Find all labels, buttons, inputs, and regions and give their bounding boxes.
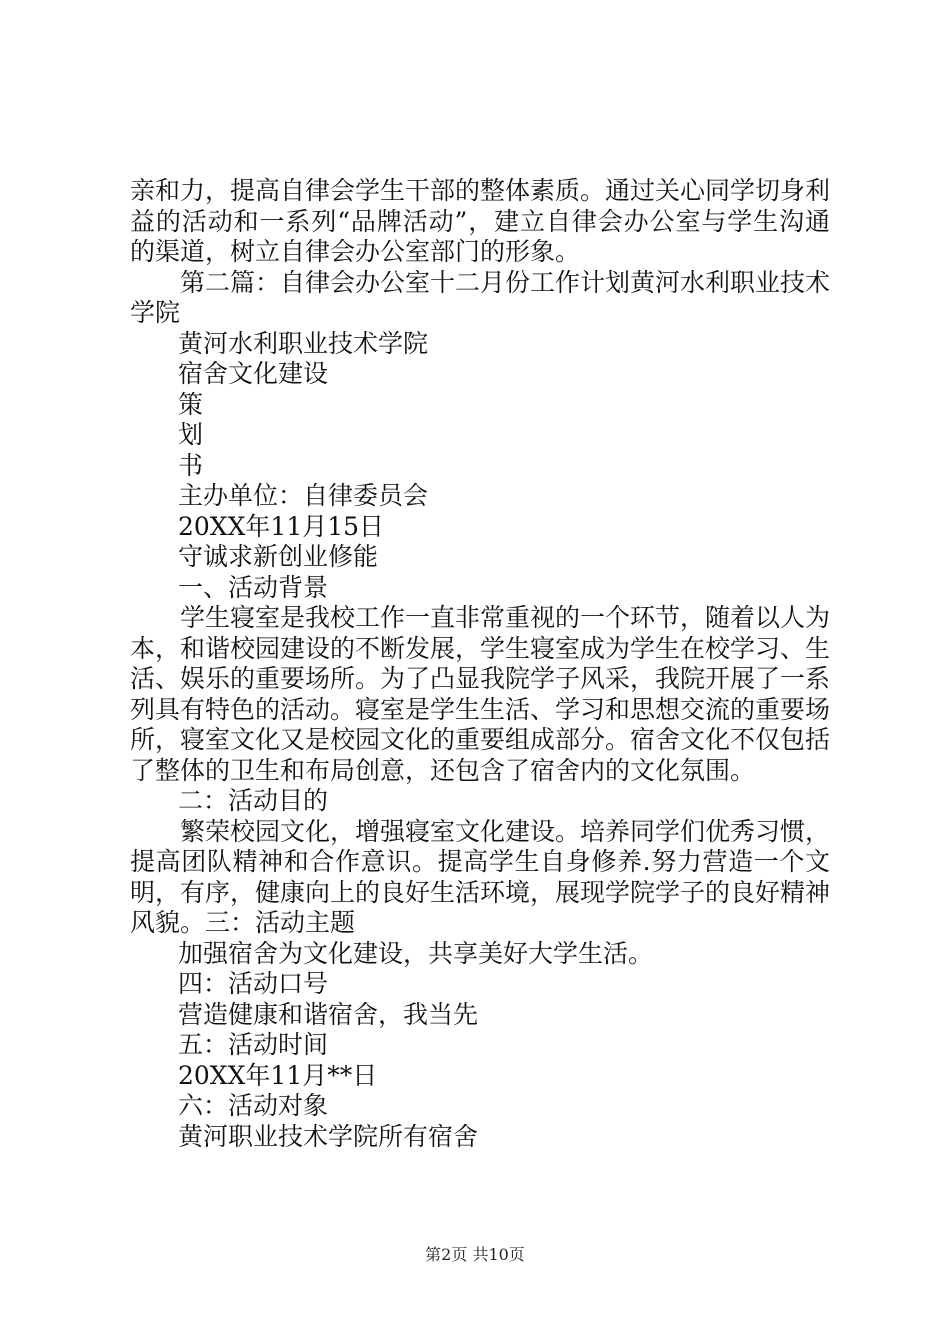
- background-heading: 一、活动背景: [178, 572, 329, 602]
- page-number-footer: 第2页 共10页: [425, 1245, 525, 1264]
- plan-char-1: 策: [178, 389, 204, 419]
- time-line: 20XX年11月**日: [178, 1060, 378, 1090]
- college-name: 黄河水利职业技术学院: [178, 328, 429, 358]
- plan-char-3: 书: [178, 450, 204, 480]
- background-paragraph: 学生寝室是我校工作一直非常重视的一个环节，随着以人为本，和谐校园建设的不断发展，学生寝室成为学生在校学习、生活、娱乐的重要场所。为了凸显我院学子风采，我院开展了一系列具有特色的活动。寝室是学生生活、学习和思想交流的重要场所，寝室文化又是校园文化的重要组成部分。宿舍文化不仅包括了整体的卫生和布局创意，还包含了宿舍内的文化氛围。: [130, 603, 831, 785]
- slogan-line: 营造健康和谐宿舍，我当先: [178, 999, 479, 1029]
- motto-line: 守诚求新创业修能: [178, 542, 379, 571]
- organizer-line: 主办单位：自律委员会: [178, 481, 429, 510]
- slogan-heading: 四：活动口号: [178, 969, 329, 998]
- plan-subject: 宿舍文化建设: [178, 359, 329, 388]
- target-heading: 六：活动对象: [178, 1091, 329, 1120]
- theme-line: 加强宿舍为文化建设，共享美好大学生活。: [178, 938, 654, 968]
- section-two-title: 第二篇：自律会办公室十二月份工作计划黄河水利职业技术学院: [130, 267, 831, 327]
- date-line: 20XX年11月15日: [178, 511, 385, 541]
- intro-paragraph: 亲和力，提高自律会学生干部的整体素质。通过关心同学切身利益的活动和一系列“品牌活动”，建立自律会办公室与学生沟通的渠道，树立自律会办公室部门的形象。: [130, 176, 831, 266]
- goal-paragraph: 繁荣校园文化，增强寝室文化建设。培养同学们优秀习惯，提高团队精神和合作意识。提高学生自身修养.努力营造一个文明，有序，健康向上的良好生活环境，展现学院学子的良好精神风貌。三：活动主题: [130, 816, 831, 937]
- goal-heading: 二：活动目的: [178, 786, 329, 815]
- document-body: [130, 176, 830, 1152]
- plan-char-2: 划: [178, 420, 204, 449]
- time-heading: 五：活动时间: [178, 1030, 329, 1059]
- target-line: 黄河职业技术学院所有宿舍: [178, 1121, 479, 1151]
